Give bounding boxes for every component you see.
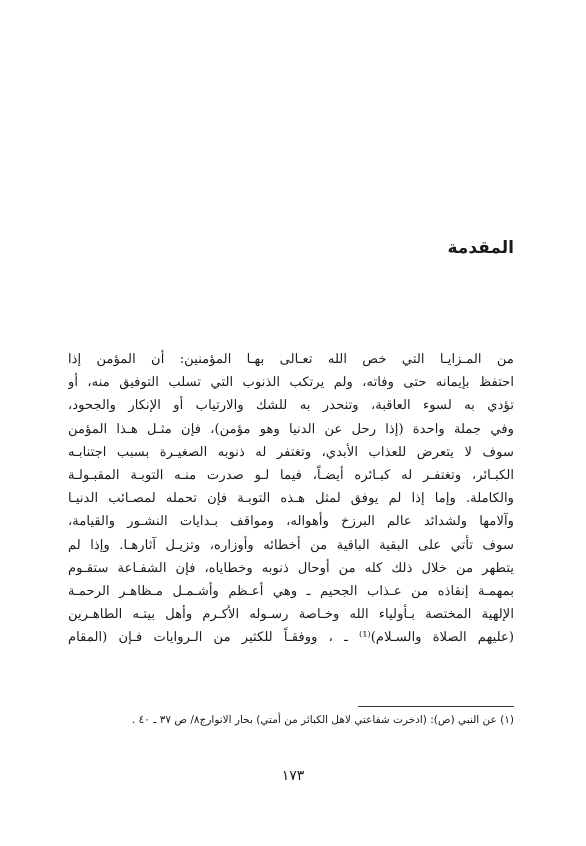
body-line: الكبـائر، وتغتفـر له كبـائره أيضـاً، فيما لـو صدرت منـه التوبـة المقبـولـة — [68, 467, 514, 483]
body-line: الإلهية المختصة بـأولياء الله وخـاصة رسـوله الأكـرم وأهل بيتـه الطاهـرين — [68, 607, 514, 623]
body-paragraph — [68, 348, 514, 649]
footnote-divider — [358, 706, 514, 707]
body-line: سوف تأتي على البقية الباقية من أخطائه وأوزاره، وتزيـل آثارهـا. وإذا لم — [68, 537, 514, 553]
body-line: يتطهر من خلال ذلك كله من أوحال ذنوبه وخطاياه، فإن الشفـاعة ستقـوم — [68, 560, 514, 576]
body-line: سوف لا يتعرض للعذاب الأبدي، وتغتفر له ذنوبه الصغيـرة بسبب اجتنابـه — [68, 444, 514, 460]
body-line: والكاملة. وإما إذا لم يوفق لمثل هـذه التوبـة فإن تحمله لمصـائب الدنيـا — [68, 491, 514, 507]
section-heading: المقدمة — [447, 238, 514, 258]
body-line: احتفظ بإيمانه حتى وفاته، ولم يرتكب الذنوب التي تسلب التوفيق منه، أو — [68, 375, 514, 391]
body-line: (عليهم الصلاة والسـلام)⁽¹⁾ ـ ، ووفقـاً للكثير من الـروايات فـإن (المقام — [68, 630, 514, 646]
body-line: من المـزايـا التي خص الله تعـالى بهـا المؤمنين: أن المؤمن إذا — [68, 352, 514, 367]
body-line: تؤدي به لسوء العاقبة، وتنحدر به للشك والارتياب أو الإنكار والجحود، — [68, 398, 514, 414]
footnote: (١) عن النبي (ص): (ادخرت شفاعتي لاهل الكبائر من أمتي) بحار الانوارج٨/ ص ٣٧ ـ ٤٠ . — [131, 714, 514, 726]
page-number: ١٧٣ — [281, 768, 305, 784]
body-line: وفي جملة واحدة (إذا رحل عن الدنيا وهو مؤمن)، فإن مثـل هـذا المؤمن — [68, 421, 514, 437]
body-line: بمهمـة إنقاذه من عـذاب الجحيم ـ وهي أعـظم وأشـمـل مـظاهـر الرحمـة — [68, 583, 514, 599]
body-line: وآلامها ولشدائد عالم البرزخ وأهواله، ومواقف بـدايات النشـور والقيامة، — [68, 514, 514, 530]
